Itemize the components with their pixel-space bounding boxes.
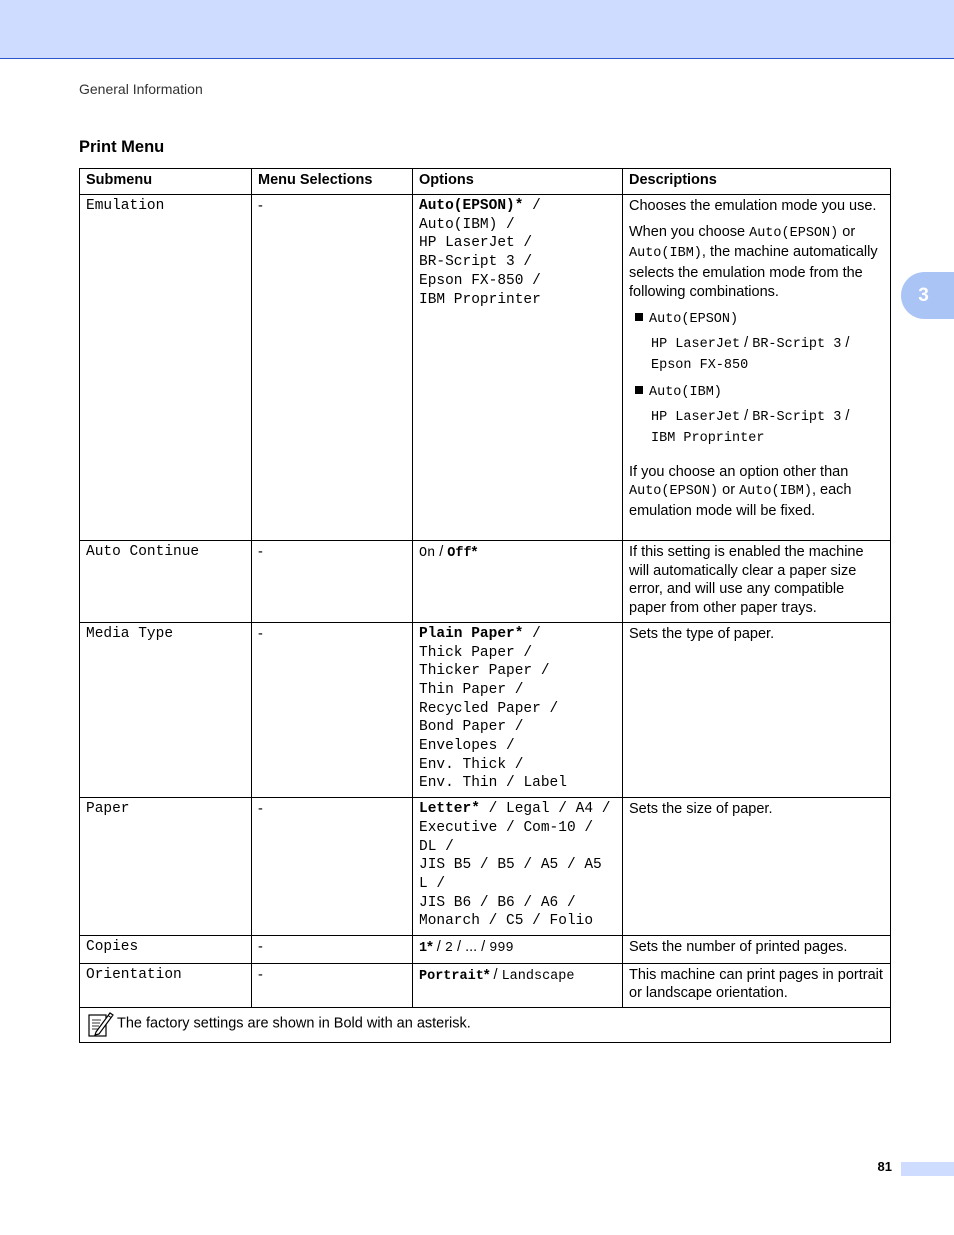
submenu-cell: Copies [80,936,252,964]
table-row [80,541,891,623]
description-cell: Sets the type of paper. [623,622,891,797]
note-pencil-icon [86,1010,114,1038]
header-band [0,0,954,59]
print-menu-table [79,168,891,1043]
table-row [80,936,891,964]
page-number: 81 [877,1159,892,1174]
option: IBM Proprinter [419,291,541,308]
options-cell: Letter* / Legal / A4 / Executive / Com-10 / DL / JIS B5 / B5 / A5 / A5 L / JIS B6 / B6 / A6 / Monarch / C5 / Folio [413,798,623,936]
option-default: Auto(EPSON) [419,198,515,214]
table-row [80,963,891,1007]
bullet-square-icon [635,386,643,394]
submenu-cell: Emulation [80,195,252,541]
options-cell [413,195,623,541]
options-cell: Portrait* / Landscape [413,963,623,1007]
description-cell: This machine can print pages in portrait or landscape orientation. [623,963,891,1007]
chapter-tab[interactable]: 3 [901,272,954,319]
selection-cell: - [252,963,413,1007]
bullet-item: Auto(EPSON) HP LaserJet / BR-Script 3 / Epson FX-850 [635,309,884,376]
submenu-cell: Media Type [80,622,252,797]
option: Auto(IBM) [419,216,498,233]
header-descriptions: Descriptions [623,169,891,195]
header-menu-selections: Menu Selections [252,169,413,195]
description-cell [623,195,891,541]
running-header: General Information [79,81,203,97]
page-title: Print Menu [79,138,165,156]
description-text: Chooses the emulation mode you use. [629,198,877,214]
bullet-square-icon [635,313,643,321]
options-cell: 1* / 2 / ... / 999 [413,936,623,964]
option: Epson FX-850 [419,272,524,289]
submenu-cell: Orientation [80,963,252,1007]
selection-cell: - [252,798,413,936]
selection-cell: - [252,622,413,797]
header-options: Options [413,169,623,195]
option-separator: / [514,235,533,252]
options-cell: On / Off* [413,541,623,623]
default-asterisk: * [514,198,524,214]
option: BR-Script 3 [419,254,515,271]
description-cell: Sets the size of paper. [623,798,891,936]
submenu-cell: Auto Continue [80,541,252,623]
table-row [80,798,891,936]
option-separator: / [523,272,541,289]
option-separator: / [497,216,515,233]
description-text: When you choose Auto(EPSON) or Auto(IBM), the machine automatically selects the emulation mode from the following combinations. [629,223,878,300]
option-separator: / [523,198,541,214]
note-text: The factory settings are shown in Bold with an asterisk. [117,1015,471,1032]
bullet-item: Auto(IBM) HP LaserJet / BR-Script 3 / IBM Proprinter [635,382,884,449]
selection-cell: - [252,936,413,964]
table-header-row [80,169,891,195]
table-row [80,622,891,797]
description-text: If you choose an option other than Auto(EPSON) or Auto(IBM), each emulation mode will be fixed. [629,463,852,520]
note-cell [80,1008,891,1043]
option: HP LaserJet [419,235,515,252]
table-row [80,195,891,541]
submenu-cell: Paper [80,798,252,936]
option-separator: / [514,254,533,271]
header-submenu: Submenu [80,169,252,195]
selection-cell: - [252,195,413,541]
note-row [80,1008,891,1043]
description-cell: If this setting is enabled the machine will automatically clear a paper size error, and will use any compatible paper from other paper trays. [623,541,891,623]
footer-band [901,1162,954,1176]
selection-cell: - [252,541,413,623]
description-cell: Sets the number of printed pages. [623,936,891,964]
options-cell: Plain Paper* / Thick Paper / Thicker Paper / Thin Paper / Recycled Paper / Bond Paper / Envelopes / Env. Thick / Env. Thin / Label [413,622,623,797]
